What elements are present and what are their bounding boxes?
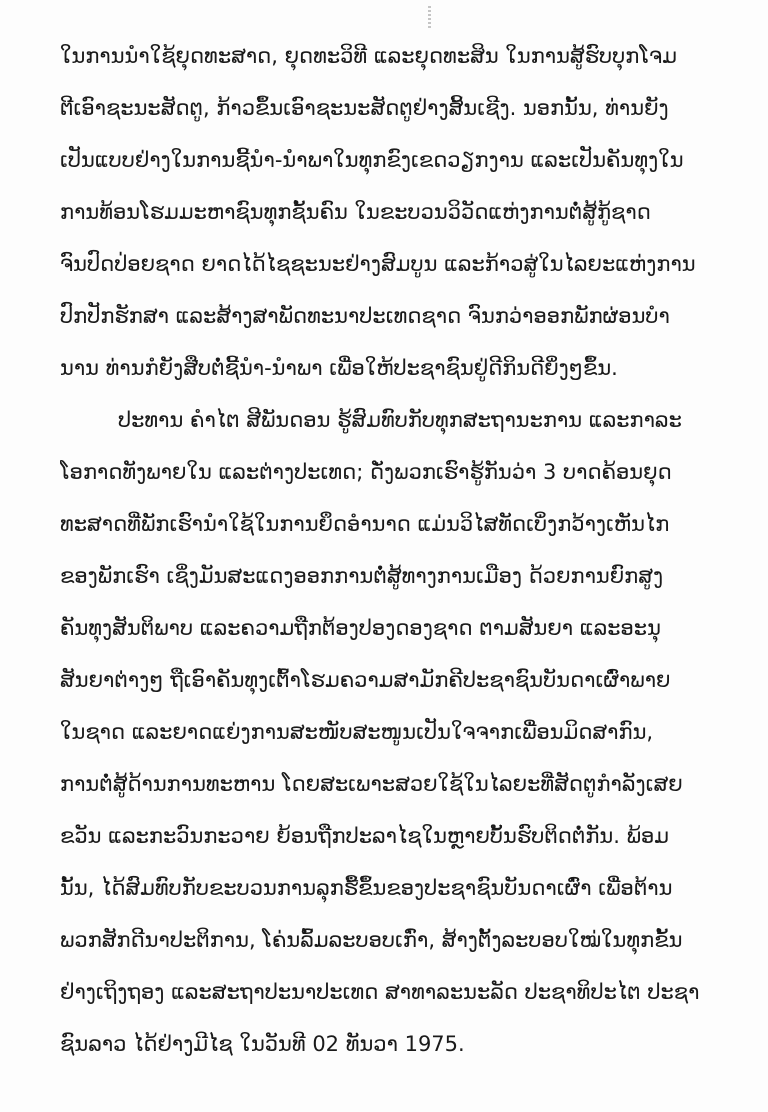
paragraph-2-line-13: ຊົນລາວ ໄດ້ຢ່າງມີໄຊ ໃນວັນທີ 02 ທັນວາ 1975.	[60, 1032, 465, 1056]
scan-artifact-mark	[428, 6, 431, 28]
paragraph-2-line-4: ຂອງພັກເຮົາ ເຊິ່ງມັນສະແດງອອກການຕໍ່ສູ້ທາງການເມືອງ ດ້ວຍການຍົກສູງ	[60, 564, 664, 588]
paragraph-2-line-7: ໃນຊາດ ແລະຍາດແຍ່ງການສະໜັບສະໜູນເປັນໃຈຈາກເພື່ອນມິດສາກົນ,	[60, 720, 654, 744]
paragraph-1-line-6: ປົກປັກຮັກສາ ແລະສ້າງສາພັດທະນາປະເທດຊາດ ຈົນກວ່າອອກພັກຜ່ອນບຳ	[60, 304, 670, 328]
paragraph-2-line-10: ນັ້ນ, ໄດ້ສົມທົບກັບຂະບວນການລຸກຮື້ຂຶ້ນຂອງປະຊາຊົນບັນດາເຜົ່າ ເພື່ອຕ້ານ	[60, 876, 673, 900]
paragraph-1-line-2: ຕີເອົາຊະນະສັດຕູ, ກ້າວຂຶ້ນເອົາຊະນະສັດຕູຢ່າງສິ້ນເຊີງ. ນອກນັ້ນ, ທ່ານຍັງ	[60, 96, 669, 120]
paragraph-2-line-12: ຢ່າງເຖິງຖອງ ແລະສະຖາປະນາປະເທດ ສາທາລະນະລັດ ປະຊາທິປະໄຕ ປະຊາ	[60, 980, 700, 1004]
paragraph-1-line-1: ໃນການນຳໃຊ້ຍຸດທະສາດ, ຍຸດທະວິທີ ແລະຍຸດທະສິນ ໃນການສູ້ຮົບບຸກໂຈມ	[60, 44, 677, 68]
paragraph-1-line-4: ການທ້ອນໂຮມມະຫາຊົນທຸກຊັ້ນຄົນ ໃນຂະບວນວິວັດແຫ່ງການຕໍ່ສູ້ກູ້ຊາດ	[60, 200, 651, 224]
paragraph-2-line-1: ປະທານ ຄຳໄຕ ສີພັນດອນ ຮູ້ສົມທົບກັບທຸກສະຖານະການ ແລະກາລະ	[118, 408, 682, 432]
paragraph-2-line-5: ຄັນທຸງສັນຕິພາບ ແລະຄວາມຖືກຕ້ອງປອງດອງຊາດ ຕາມສັນຍາ ແລະອະນຸ	[60, 616, 661, 640]
paragraph-1-line-3: ເປັນແບບຢ່າງໃນການຊີ້ນຳ-ນຳພາໃນທຸກຂົງເຂດວຽກງານ ແລະເປັນຄັນທຸງໃນ	[60, 148, 684, 172]
document-body	[60, 30, 720, 1070]
paragraph-2-line-6: ສັນຍາຕ່າງໆ ຖືເອົາຄັນທຸງເຕົ້າໂຮມຄວາມສາມັກຄີປະຊາຊົນບັນດາເຜົ່າພາຍ	[60, 668, 671, 692]
paragraph-2-line-11: ພວກສັກດີນາປະຕິການ, ໂຄ່ນລົ້ມລະບອບເກົ່າ, ສ້າງຕັ້ງລະບອບໃໝ່ໃນທຸກຂັ້ນ	[60, 928, 683, 952]
paragraph-2-line-8: ການຕໍ່ສູ້ດ້ານການທະຫານ ໂດຍສະເພາະສວຍໃຊ້ໃນໄລຍະທີ່ສັດຕູກຳລັງເສຍ	[60, 772, 683, 796]
paragraph-2-line-2: ໂອກາດທັງພາຍໃນ ແລະຕ່າງປະເທດ; ດັ່ງພວກເຮົາຮູ້ກັນວ່າ 3 ບາດຄ້ອນຍຸດ	[60, 460, 672, 484]
paragraph-2-line-9: ຂວັນ ແລະກະວົນກະວາຍ ຍ້ອນຖືກປະລາໄຊໃນຫຼາຍບັ້ນຮົບຕິດຕໍ່ກັນ. ພ້ອມ	[60, 824, 670, 848]
paragraph-1-line-5: ຈົນປົດປ່ອຍຊາດ ຍາດໄດ້ໄຊຊະນະຢ່າງສົມບູນ ແລະກ້າວສູ່ໃນໄລຍະແຫ່ງການ	[60, 252, 696, 276]
paragraph-2-line-3: ທະສາດທີ່ພັກເຮົານຳໃຊ້ໃນການຍຶດອຳນາດ ແມ່ນວິໄສທັດເບິ່ງກວ້າງເຫັນໄກ	[60, 512, 670, 536]
paragraph-1-line-7: ນານ ທ່ານກໍຍັງສືບຕໍ່ຊີ້ນຳ-ນຳພາ ເພື່ອໃຫ້ປະຊາຊົນຢູ່ດີກິນດີຍິ່ງໆຂຶ້ນ.	[60, 356, 618, 380]
